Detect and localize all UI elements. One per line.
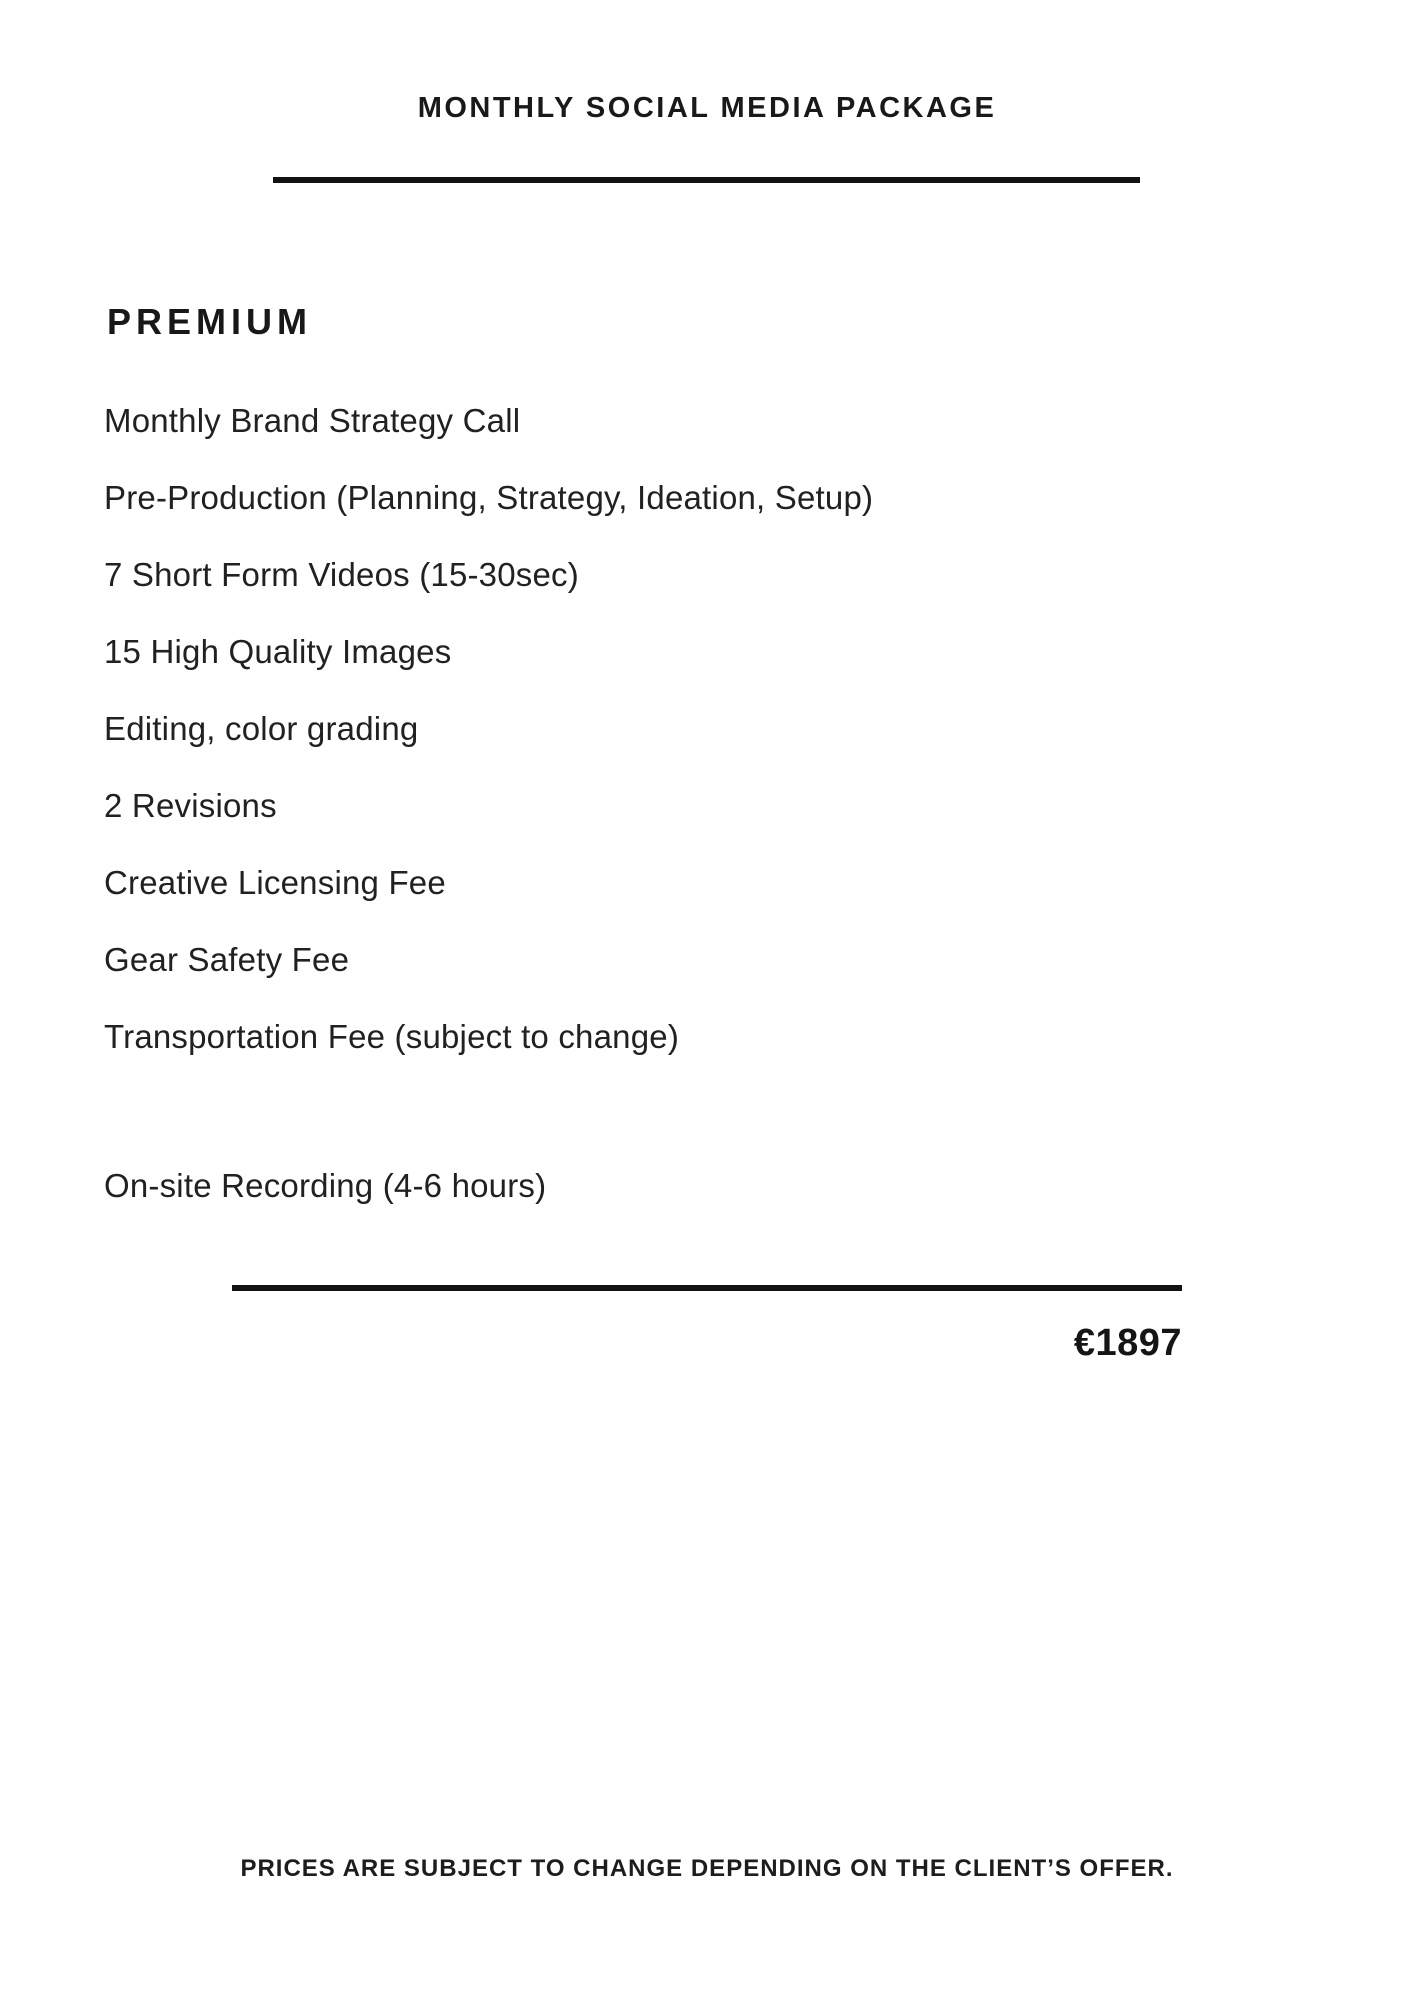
feature-item: Creative Licensing Fee — [104, 864, 446, 901]
addon-list — [104, 1147, 1204, 1224]
package-price: €1897 — [1073, 1322, 1182, 1364]
price-divider — [232, 1285, 1182, 1291]
title-divider — [273, 177, 1140, 183]
page-title: MONTHLY SOCIAL MEDIA PACKAGE — [417, 92, 997, 124]
feature-item: 7 Short Form Videos (15-30sec) — [104, 556, 579, 593]
feature-item: Editing, color grading — [104, 710, 419, 747]
feature-item: Monthly Brand Strategy Call — [104, 402, 521, 439]
package-contents — [104, 382, 1204, 1224]
addon-item: On-site Recording (4-6 hours) — [104, 1167, 547, 1204]
feature-item: 2 Revisions — [104, 787, 277, 824]
package-name: PREMIUM — [107, 301, 312, 342]
feature-item: 15 High Quality Images — [104, 633, 452, 670]
feature-item: Pre-Production (Planning, Strategy, Ideation, Setup) — [104, 479, 874, 516]
feature-list — [104, 382, 1204, 1075]
feature-item: Gear Safety Fee — [104, 941, 350, 978]
feature-item: Transportation Fee (subject to change) — [104, 1018, 680, 1055]
footer-note: PRICES ARE SUBJECT TO CHANGE DEPENDING ON THE CLIENT’S OFFER. — [240, 1855, 1174, 1882]
